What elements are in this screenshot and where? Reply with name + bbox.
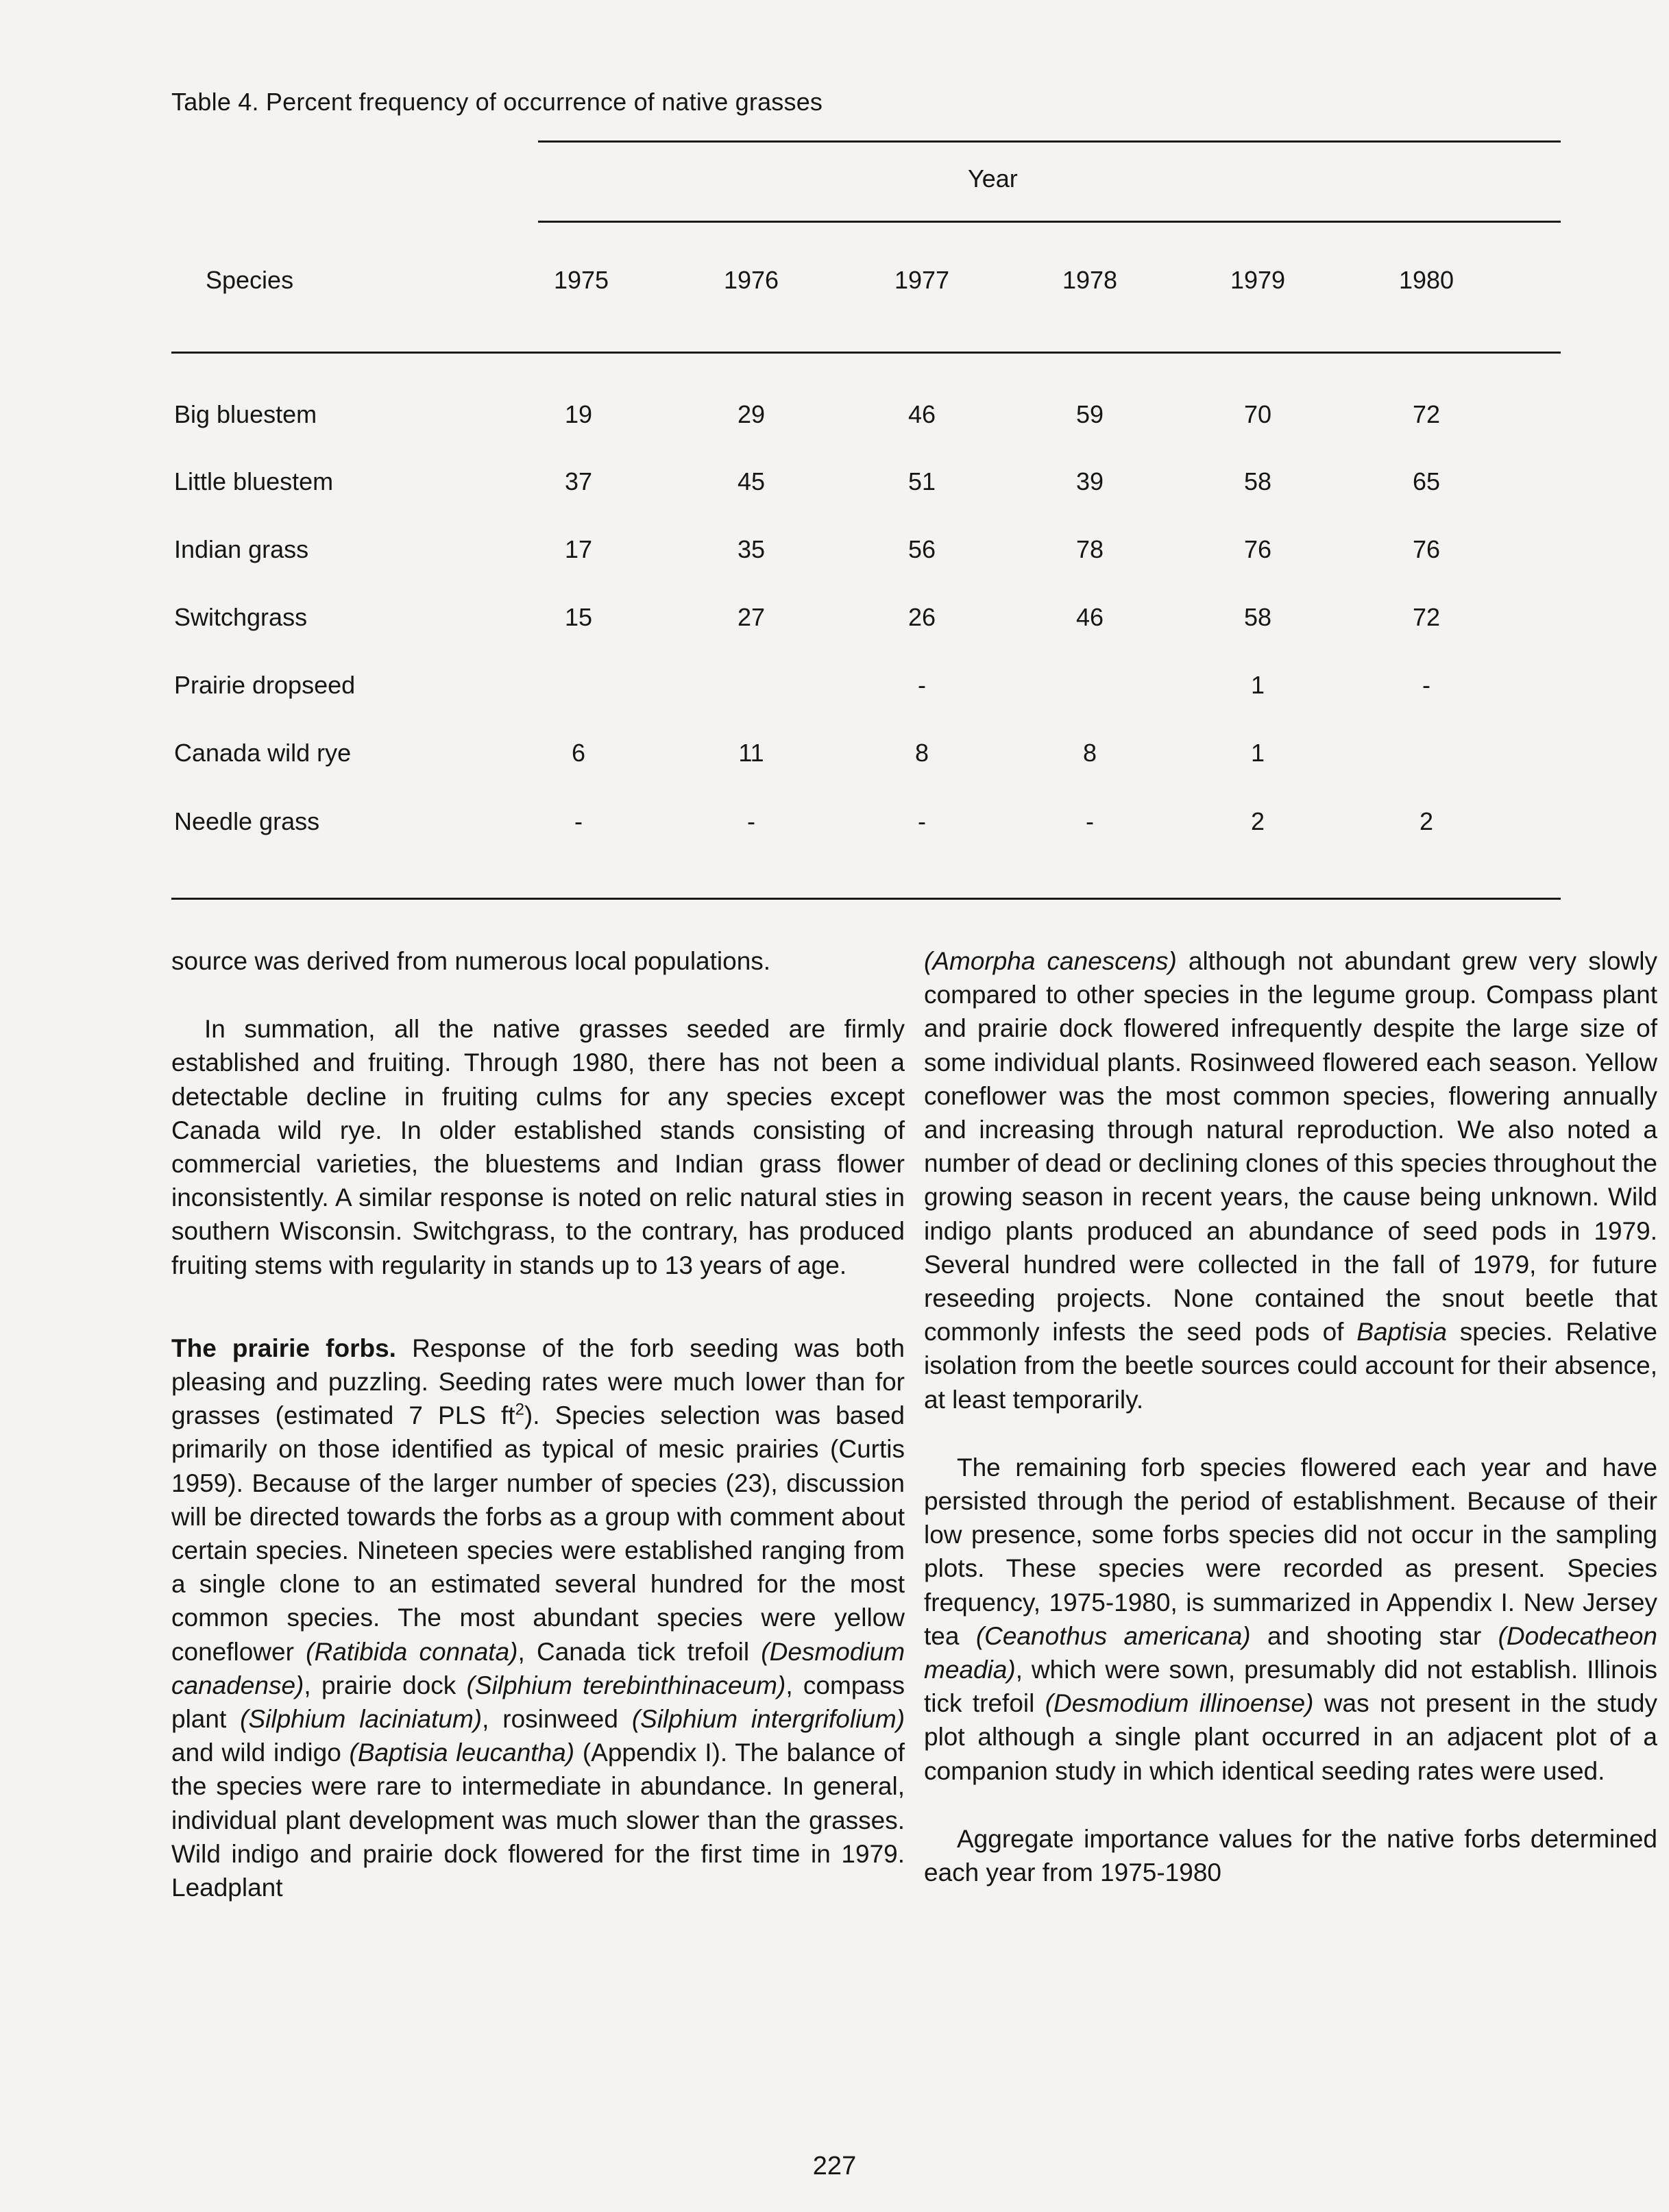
table-cell: 6: [571, 739, 586, 767]
year-header-1978: 1978: [1062, 266, 1118, 294]
year-header-1976: 1976: [723, 266, 779, 294]
year-header: Year: [968, 164, 1018, 193]
table-cell: 56: [907, 535, 936, 563]
year-header-1975: 1975: [553, 266, 609, 294]
table-cell: 78: [1075, 535, 1104, 563]
table-cell: 1: [1250, 739, 1265, 767]
year-header-1979: 1979: [1230, 266, 1286, 294]
table-row-species: Needle grass: [174, 807, 320, 835]
table-cell: 15: [564, 603, 593, 631]
paragraph: source was derived from numerous local populations.: [171, 947, 771, 975]
table-row-species: Prairie dropseed: [174, 671, 356, 699]
paragraph: In summation, all the native grasses seeded are firmly established and fruiting. Through 1980, there has not been a detectable decline in fruiting culms for any species except Canada wild rye. In older established stands consisting of commercial varieties, the bluestems and Indian grass flower inconsistently. A similar response is noted on relic natural sties in southern Wisconsin. Switchgrass, to the contrary, has produced fruiting stems with regularity in stands up to 13 years of age.: [171, 1015, 905, 1279]
table-cell: -: [574, 807, 583, 835]
table-cell: 76: [1243, 535, 1272, 563]
paragraph: The remaining forb species flowered each year and have persisted through the period of establishment. Because of their low presence, some forbs species did not occur in the sampling plots. These species were recorded as present. Species frequency, 1975-1980, is summarized in Appendix I. New Jersey tea (Ceanothus americana) and shooting star (Dodecatheon meadia), which were sown, presumably did not establish. Illinois tick trefoil (Desmodium illinoense) was not present in the study plot although a single plant occurred in an adjacent plot of a companion study in which identical seeding rates were used.: [924, 1453, 1658, 1785]
table-cell: 37: [564, 467, 593, 495]
table-cell: 70: [1243, 400, 1272, 428]
table-cell: 58: [1243, 467, 1272, 495]
table-cell: 58: [1243, 603, 1272, 631]
table-cell: -: [1422, 671, 1430, 699]
table-cell: 29: [737, 400, 766, 428]
table-cell: -: [747, 807, 755, 835]
table-cell: 46: [907, 400, 936, 428]
left-column: [171, 944, 905, 1904]
paragraph: Aggregate importance values for the native forbs determined each year from 1975-1980: [924, 1824, 1657, 1887]
table-cell: 59: [1075, 400, 1104, 428]
table-cell: 17: [564, 535, 593, 563]
header-rule: [171, 352, 1561, 354]
table-cell: 8: [914, 739, 929, 767]
table-cell: 35: [737, 535, 766, 563]
table-cell: 72: [1412, 603, 1441, 631]
year-header-1980: 1980: [1398, 266, 1454, 294]
table-row-species: Canada wild rye: [174, 739, 352, 767]
table-cell: 19: [564, 400, 593, 428]
table-row-species: Indian grass: [174, 535, 309, 563]
table-cell: 2: [1419, 807, 1434, 835]
table-row-species: Switchgrass: [174, 603, 308, 631]
table-cell: 45: [737, 467, 766, 495]
table-cell: -: [1086, 807, 1094, 835]
table-cell: 39: [1075, 467, 1104, 495]
year-rule: [538, 221, 1561, 223]
table-cell: 2: [1250, 807, 1265, 835]
table-title: Table 4. Percent frequency of occurrence of native grasses: [171, 88, 823, 116]
table-cell: 51: [907, 467, 936, 495]
table-cell: 76: [1412, 535, 1441, 563]
table-cell: -: [918, 807, 926, 835]
table-cell: 26: [907, 603, 936, 631]
table-cell: 72: [1412, 400, 1441, 428]
table-row-species: Little bluestem: [174, 467, 334, 495]
year-header-1977: 1977: [894, 266, 950, 294]
table-cell: 11: [738, 739, 764, 767]
table-cell: -: [918, 671, 926, 699]
table-row-species: Big bluestem: [174, 400, 317, 428]
table-cell: 46: [1075, 603, 1104, 631]
paragraph: The prairie forbs. Response of the forb seeding was both pleasing and puzzling. Seeding rates were much lower than for grasses (estimated 7 PLS $ft^2$). Species selection was based primarily on those identified as typical of mesic prairies (Curtis 1959). Because of the larger number of species (23), discussion will be directed towards the forbs as a group with comment about certain species. Nineteen species were established ranging from a single clone to an estimated several hundred for the most common species. The most abundant species were yellow coneflower (Ratibida connata), Canada tick trefoil (Desmodium canadense), prairie dock (Silphium terebinthinaceum), compass plant (Silphium laciniatum), rosinweed (Silphium intergrifolium) and wild indigo (Baptisia leucantha) (Appendix I). The balance of the species were rare to intermediate in abundance. In general, individual plant development was much slower than the grasses. Wild indigo and prairie dock flowered for the first time in 1979. Leadplant: [171, 1334, 905, 1902]
table-cell: 1: [1250, 671, 1265, 699]
table-cell: 8: [1082, 739, 1097, 767]
page-number: 227: [812, 2152, 857, 2180]
table-bottom-rule: [171, 898, 1561, 900]
species-header: Species: [206, 266, 294, 294]
paragraph: (Amorpha canescens) although not abundant grew very slowly compared to other species in the legume group. Compass plant and prairie dock flowered infrequently despite the large size of some individual plants. Rosinweed flowered each season. Yellow coneflower was the most common species, flowering annually and increasing through natural reproduction. We also noted a number of dead or declining clones of this species throughout the growing season in recent years, the cause being unknown. Wild indigo plants produced an abundance of seed pods in 1979. Several hundred were collected in the fall of 1979, for future reseeding projects. None contained the snout beetle that commonly infests the seed pods of Baptisia species. Relative isolation from the beetle sources could account for their absence, at least temporarily.: [924, 947, 1658, 1414]
section-heading: The prairie forbs.: [171, 1334, 396, 1362]
table-top-rule: [538, 140, 1561, 143]
table-cell: 27: [737, 603, 766, 631]
table-cell: 65: [1412, 467, 1441, 495]
right-column: [924, 944, 1657, 1889]
